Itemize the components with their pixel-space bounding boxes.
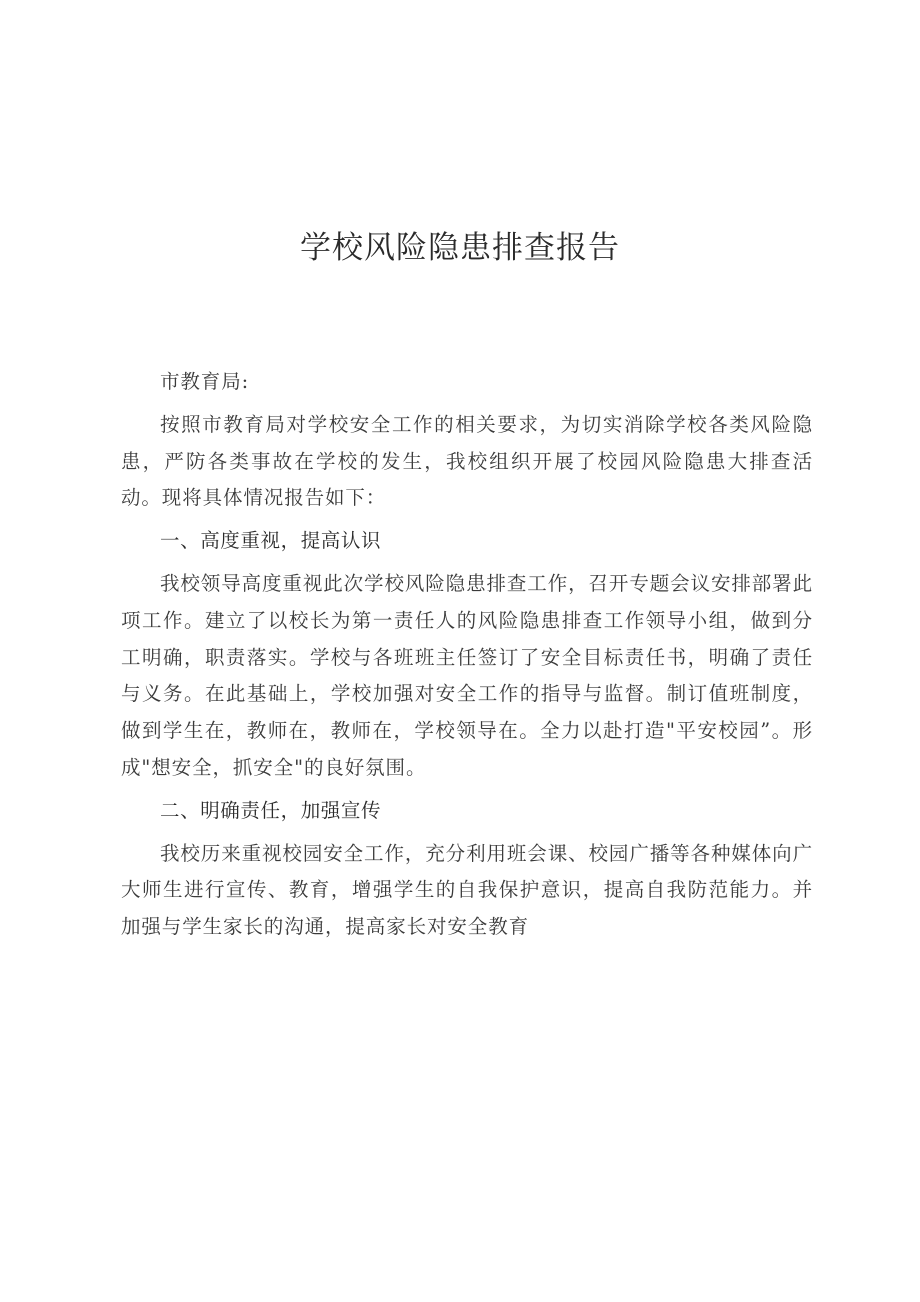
- section-heading-2: 二、明确责任，加强宣传: [160, 798, 382, 822]
- document-body: [121, 364, 813, 952]
- section-heading-1: 一、高度重视，提高认识: [160, 529, 382, 553]
- document-title: 学校风险隐患排查报告: [300, 230, 620, 266]
- intro-paragraph: 按照市教育局对学校安全工作的相关要求，为切实消除学校各类风险隐患，严防各类事故在学校的发生，我校组织开展了校园风险隐患大排查活动。现将具体情况报告如下：: [121, 412, 813, 510]
- section-body-2: 我校历来重视校园安全工作，充分利用班会课、校园广播等各种媒体向广大师生进行宣传、教育，增强学生的自我保护意识，提高自我防范能力。并加强与学生家长的沟通，提高家长对安全教育: [121, 841, 813, 939]
- section-body-1: 我校领导高度重视此次学校风险隐患排查工作，召开专题会议安排部署此项工作。建立了以校长为第一责任人的风险隐患排查工作领导小组，做到分工明确，职责落实。学校与各班班主任签订了安全目标责任书，明确了责任与义务。在此基础上，学校加强对安全工作的指导与监督。制订值班制度，做到学生在，教师在，教师在，学校领导在。全力以赴打造"平安校园”。形成"想安全，抓安全"的良好氛围。: [121, 571, 813, 779]
- salutation: 市教育局:: [160, 370, 250, 393]
